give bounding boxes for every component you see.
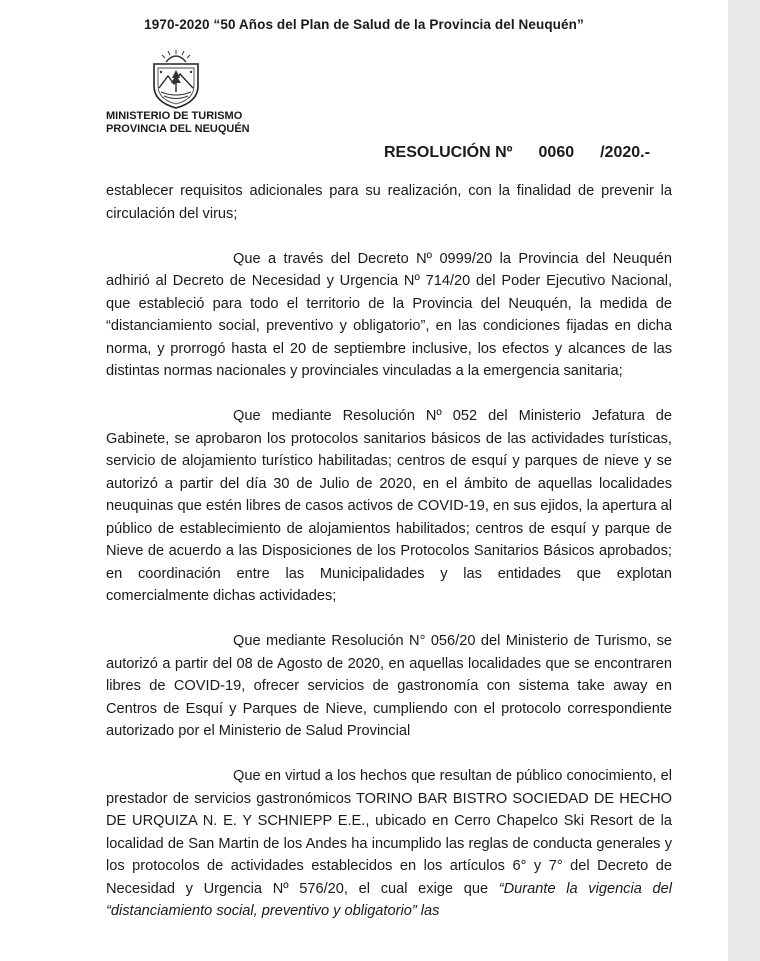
provincial-seal-icon [146, 48, 206, 110]
paragraph-resolucion-056: Que mediante Resolución N° 056/20 del Ministerio de Turismo, se autorizó a partir del 08 de Agosto de 2020, en aquellas localidades que se encontraren libres de COVID-19, ofrecer servicios de gastronomía con sistema take away en Centros de Esquí y Parques de Nieve, cumpliendo con el protocolo correspondiente autorizado por el Ministerio de Salud Provincial [106, 633, 672, 739]
resolution-heading [384, 144, 650, 162]
paragraph-torino-text: Que en virtud a los hechos que resultan de público conocimiento, el prestador de servicios gastronómicos TORINO BAR BISTRO SOCIEDAD DE HECHO DE URQUIZA N. E. Y SCHNIEPP E.E., ubicado en Cerro Chapelco Ski Resort de la localidad de San Martin de los Andes ha incumplido las reglas de conducta generales y los protocolos de actividades establecidos en los artículos 6° y 7° del Decreto de Necesidad y Urgencia Nº 576/20, el cual exige que [106, 768, 672, 897]
decree-quote: “Durante la vigencia del “distanciamiento social, preventivo y obligatorio” las [106, 880, 672, 919]
resolution-year: /2020.- [600, 144, 650, 161]
paragraph-decreto-0999: Que a través del Decreto Nº 0999/20 la Provincia del Neuquén adhirió al Decreto de Necesidad y Urgencia Nº 714/20 del Poder Ejecutivo Nacional, que estableció para todo el territorio de la Provincia del Neuquén, la medida de “distanciamiento social, preventivo y obligatorio”, en las condiciones fijadas en dicha norma, y prorrogó hasta el 20 de septiembre inclusive, los efectos y alcances de las distintas normas nacionales y provinciales vinculadas a la emergencia sanitaria; [106, 250, 672, 379]
anniversary-header: 1970-2020 “50 Años del Plan de Salud de la Provincia del Neuquén” [144, 17, 584, 32]
viewer-margin [728, 0, 760, 961]
resolution-number: 0060 [538, 144, 575, 161]
paragraph-torino-bar [106, 765, 672, 923]
ministry-name: MINISTERIO DE TURISMO [106, 110, 243, 122]
resolution-label: RESOLUCIÓN Nº [384, 144, 513, 161]
paragraph-resolucion-052: Que mediante Resolución Nº 052 del Ministerio Jefatura de Gabinete, se aprobaron los protocolos sanitarios básicos de las actividades turísticas, servicio de alojamiento turístico habilitadas; centros de esquí y parques de nieve y se autorizó a partir del día 30 de Julio de 2020, en el ámbito de aquellas localidades neuquinas que estén libres de casos activos de COVID-19, en sus ejidos, la apertura al público de establecimiento de alojamientos habilitados; centros de esquí y parque de Nieve de acuerdo a las Disposiciones de los Protocolos Sanitarios Básicos aprobados; en coordinación entre las Municipalidades y las entidades que explotan comercialmente dichas actividades; [106, 408, 672, 604]
paragraph-continuation: establecer requisitos adicionales para su realización, con la finalidad de prevenir la circulación del virus; [106, 183, 672, 222]
resolution-body [106, 180, 672, 923]
province-name: PROVINCIA DEL NEUQUÉN [106, 123, 250, 135]
ministry-block [106, 110, 250, 136]
